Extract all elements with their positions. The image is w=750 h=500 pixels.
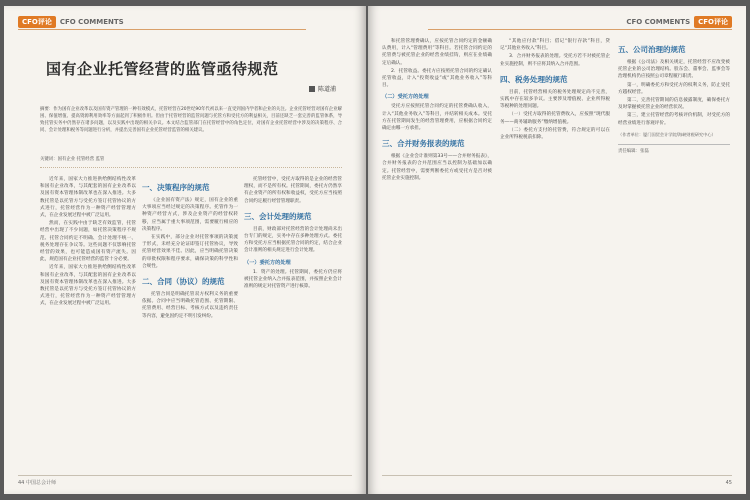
paragraph: 目前，托管经营相关的税务处理规定尚不完善，实践中存在较多争议。主要涉及增值税、企业所得税等税种的处理问题。 (500, 89, 610, 110)
page-number: 45 (725, 480, 732, 486)
paragraph: 根据《企业会计准则第33号——合并财务报表》，合并财务报表的合并范围应当以控制为基础加以确定。托管经营中，需要判断委托方或受托方是否对被托管企业实施控制。 (382, 154, 492, 181)
page-number: 44 (18, 480, 25, 486)
paragraph: 托管合同是明确托管双方权利义务的重要依据。合同中应当明确托管范围、托管期限、托管费用、经营目标、考核方式以及违约责任等内容，避免因约定不明引发纠纷。 (142, 292, 238, 319)
sub-heading: （一）委托方的处理 (244, 259, 291, 266)
editor-credit: 责任编辑：张磊 (618, 144, 730, 155)
paragraph: 然而，在实践中由于缺乏有效监管，托管经营中出现了不少问题，如托管决策程序不规范、托管合同约定不明确、会计处理不统一、税务处理存在争议等。这些问题不仅影响托管经营的效果，也可能造成国有资产流失。因此，规范国有企业托管经营的监管十分必要。 (40, 221, 136, 263)
keywords: 关键词：国有企业 托管经营 监管 (40, 157, 105, 162)
paragraph: 托管经营中，受托方取得的是企业的经营管理权，而不是所有权。托管期间，委托方仍然享有企业资产的所有权和收益权，受托方应当按照合同约定履行经营管理职责。 (244, 177, 342, 204)
right-page-footer (726, 480, 732, 486)
section-title: CFO COMMENTS (59, 18, 124, 26)
paragraph: 目前，财政部对托管经营的会计处理尚未出台专门的规定，实务中存在多种处理方式。委托方和受托方应当根据托管合同的约定，结合企业会计准则的相关规定进行会计处理。 (244, 226, 342, 254)
right-page (368, 6, 746, 494)
paragraph: （一）受托方取得的托管费收入，应按照“现代服务——商务辅助服务”缴纳增值税。 (500, 112, 610, 125)
paragraph: 和托管管理费确认，应按托管合同约定的金额确认费用，计入“管理费用”等科目。若托管合同约定的托管费与被托管企业的经营业绩挂钩，则应在业绩确定后确认。 (382, 39, 492, 66)
paragraph: 在实践中，部分企业对托管事项的决策流于形式，未经充分论证即签订托管协议，导致托管经营效果不佳。因此，应当明确托管决策的审批权限和程序要求，确保决策的科学性和合规性。 (142, 235, 238, 269)
paragraph: “其他应付款”科目；借记“银行存款”科目，贷记“其他业务收入”科目。 (500, 39, 610, 52)
section-tag: CFO评论 (694, 16, 732, 28)
left-page-footer (18, 479, 56, 486)
author-marker-icon (309, 86, 315, 92)
author-affiliation: （作者单位：厦门国贸会计学院/海峡财税研究中心） (618, 131, 716, 137)
footer-rule (382, 475, 732, 476)
section-tag: CFO评论 (18, 16, 56, 28)
header-rule (428, 29, 732, 30)
left-column-2 (142, 176, 238, 466)
sub-heading: （二）受托方的处理 (382, 94, 429, 101)
right-column-3 (618, 38, 730, 473)
section-heading: 三、合并财务报表的规范 (382, 139, 465, 149)
paragraph: 根据《公司法》及相关规定，托管经营不应改变被托管企业的公司治理结构。股东会、董事会、监事会等治理机构仍应按照公司章程履行职责。 (618, 60, 730, 80)
article-title: 国有企业托管经营的监管亟待规范 (46, 60, 279, 78)
author-byline (309, 84, 336, 93)
left-page-header (18, 16, 124, 28)
left-page (4, 6, 366, 494)
left-column-1 (40, 176, 136, 466)
paragraph: 第二，完善托管期间的信息披露制度，确保委托方及时掌握被托管企业的经营状况。 (618, 98, 730, 111)
footer-rule (18, 475, 352, 476)
magazine-name: 中国总会计师 (25, 480, 56, 486)
section-title: CFO COMMENTS (626, 18, 691, 26)
divider (40, 167, 342, 168)
paragraph: （二）委托方支付的托管费，符合规定的可以在企业所得税税前扣除。 (500, 127, 610, 141)
paragraph: 近年来，国家大力推进供给侧结构性改革和国有企业改革，与其配套的国有企业改革以及国有资本管理体制改革也在深入推进。大多数托管是以托管方与受托方签订托管协议的方式进行，托管经营作为一种资产经营管理方式，在企业发展过程中被广泛运用。 (40, 265, 136, 307)
section-heading: 五、公司治理的规范 (618, 45, 686, 54)
paragraph: 第三，建立托管经营的考核评价机制，对受托方的经营业绩进行客观评价。 (618, 113, 730, 126)
right-column-2 (500, 38, 610, 473)
paragraph: 2．托管收益。委托方应按照托管合同的约定确认托管收益，计入“投资收益”或“其他业务收入”等科目。 (382, 68, 492, 89)
paragraph: 1．资产的处理。托管期间，委托方仍应将被托管企业纳入合并报表范围，并按照企业会计准则的规定对托管资产进行核算。 (244, 269, 342, 290)
paragraph: 近年来，国家大力推进供给侧结构性改革和国有企业改革，与其配套的国有企业改革以及国有资本管理体制改革也在深入推进。大多数托管是以托管方与受托方签订托管协议的方式进行，托管经营作为一种资产经营管理方式，在企业发展过程中被广泛运用。 (40, 177, 136, 219)
section-heading: 一、决策程序的规范 (142, 183, 210, 192)
paragraph: 《企业国有资产法》规定，国有企业的重大事项应当经过规定的决策程序。托管作为一种资产经营方式，涉及企业资产的经营权转移，应当属于重大事项范围，需要履行相应的决策程序。 (142, 198, 238, 232)
header-rule (18, 29, 306, 30)
author-name: 陈道浦 (317, 86, 336, 93)
paragraph: 受托方应按照托管合同约定的托管费确认收入，计入“其他业务收入”等科目，并结转相关成本。受托方在托管期间发生的经营管理费用，应根据合同约定确定由哪一方承担。 (382, 104, 492, 132)
right-column-1 (382, 38, 492, 473)
section-heading: 四、税务处理的规范 (500, 74, 568, 84)
abstract: 摘要：作为国有企业改革以及国有资产管理的一种有效模式，托管经营在20世纪90年代初以来一直受到国内学者和企业的关注。企业托管经营对国有企业解困、保值增值、提高资源利用效率等方面起到了积极作用。但由于托管经营的监管问题与托管方和受托方的利益相关，目前还缺乏一套完善的监管体系，导致托管实务中仍然存在诸多问题，以及实践中出现的相关争议。本文结合监管部门在托管经营中的角色定位，对国有企业托管经营中涉及的决策程序、合同、会计处理和税务等问题进行分析，并提出完善国有企业托管经营监管的相关建议。 (40, 107, 342, 133)
paragraph: 3．合并财务报表的处理。受托方若不对被托管企业实施控制，则不应将其纳入合并范围。 (500, 54, 610, 67)
section-heading: 二、合同（协议）的规范 (142, 277, 225, 287)
right-page-header (626, 16, 732, 28)
section-heading: 三、会计处理的规范 (244, 211, 312, 221)
left-column-3 (244, 176, 342, 466)
paragraph: 第一，明确委托方和受托方的权利义务，防止受托方越权经营。 (618, 82, 730, 95)
